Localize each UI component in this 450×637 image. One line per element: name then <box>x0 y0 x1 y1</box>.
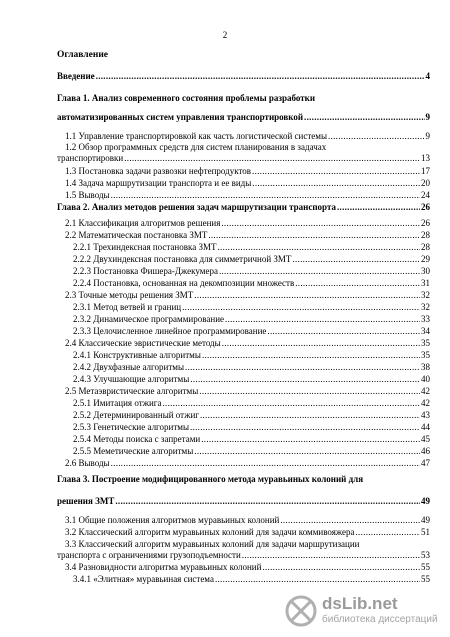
toc-entry-label: 2.5.4 Методы поиска с запретами <box>73 434 201 444</box>
toc-title: Оглавление <box>57 50 109 60</box>
toc-entry-page: 53 <box>421 550 430 560</box>
toc-dot-leader <box>96 70 425 82</box>
toc-dot-leader <box>190 373 420 385</box>
toc-entry-label: 1.1 Управление транспортировкой как часть логистической системы <box>65 131 328 141</box>
toc-dot-leader <box>111 457 420 469</box>
toc-entry-label: 3.4 Разновидности алгоритма муравьиных колоний <box>65 562 262 572</box>
toc-dot-leader <box>208 229 420 241</box>
toc-entry <box>65 229 430 241</box>
toc-dot-leader <box>199 385 420 397</box>
toc-entry-page: 38 <box>421 362 430 372</box>
toc-entry <box>65 177 430 189</box>
toc-entry-page: 35 <box>421 350 430 360</box>
watermark <box>284 594 442 630</box>
toc-entry-label: 2.5 Метаэвристические алгоритмы <box>65 386 199 396</box>
toc-entry-label: 2.3.2 Динамическое программирование <box>73 314 225 324</box>
toc-entry <box>65 457 430 469</box>
watermark-name: dsLib.net <box>322 594 398 613</box>
toc-entry <box>65 217 430 229</box>
toc-dot-leader <box>202 349 420 361</box>
toc-entry-page: 20 <box>421 178 430 188</box>
toc-dot-leader <box>162 397 420 409</box>
toc-dot-leader <box>215 573 420 585</box>
toc-entry-page: 32 <box>421 290 430 300</box>
toc-entry-label: 2.3.1 Метод ветвей и границ <box>73 302 182 312</box>
toc-dot-leader <box>337 201 420 213</box>
toc-entry <box>73 301 430 313</box>
toc-entry <box>73 349 430 361</box>
toc-dot-leader <box>115 495 420 507</box>
toc-entry-label: 2.5.3 Генетические алгоритмы <box>73 422 190 432</box>
toc-dot-leader <box>194 445 420 457</box>
toc-entry-page: 13 <box>421 153 430 163</box>
toc-dot-leader <box>328 130 424 142</box>
toc-entry-label: 2.2.4 Постановка, основанная на декомпозиции множеств <box>73 278 295 288</box>
toc-entry <box>65 289 430 301</box>
toc-entry-label: 2.4.2 Двухфазные алгоритмы <box>73 362 185 372</box>
toc-entry <box>73 573 430 585</box>
toc-entry <box>65 385 430 397</box>
toc-entry-page: 47 <box>421 458 430 468</box>
toc-entry <box>73 241 430 253</box>
toc-entry-page: 42 <box>421 398 430 408</box>
toc-entry <box>73 421 430 433</box>
toc-entry-label: 2.4.1 Конструктивные алгоритмы <box>73 350 201 360</box>
toc-entry-label: 2.5.1 Имитация отжига <box>73 398 162 408</box>
toc-dot-leader <box>252 177 420 189</box>
toc-entry-page: 29 <box>421 254 430 264</box>
toc-dot-leader <box>252 165 420 177</box>
toc-entry-label: 2.5.5 Меметические алгоритмы <box>73 446 194 456</box>
toc-entry-label: 3.1 Общие положения алгоритмов муравьиных колоний <box>65 515 280 525</box>
toc-entry <box>57 495 430 507</box>
toc-entry-page: 24 <box>421 190 430 200</box>
toc-entry-label: 3.2 Классический алгоритм муравьиных колоний для задачи коммивояжера <box>65 527 355 537</box>
toc-entry-label: 2.2 Математическая постановка ЗМТ <box>65 230 208 240</box>
toc-entry-label: 2.5.2 Детерминированный отжиг <box>73 410 199 420</box>
toc-entry <box>73 277 430 289</box>
toc-entry-label: 1.4 Задача маршрутизации транспорта и ее виды <box>65 178 252 188</box>
toc-entry-line: Глава 1. Анализ современного состояния проблемы разработки <box>57 93 316 103</box>
toc-dot-leader <box>219 265 420 277</box>
toc-entry <box>57 549 430 561</box>
toc-entry-page: 30 <box>421 266 430 276</box>
toc-dot-leader <box>200 409 420 421</box>
toc-entry-page: 28 <box>421 242 430 252</box>
toc-entry-label: 2.2.3 Постановка Фишера-Джекумера <box>73 266 218 276</box>
toc-entry-page: 51 <box>421 527 430 537</box>
toc-entry-label: Глава 2. Анализ методов решения задач маршрутизации транспорта <box>57 202 336 212</box>
toc-entry <box>57 70 430 82</box>
toc-entry-page: 33 <box>421 314 430 324</box>
toc-entry-page: 44 <box>421 422 430 432</box>
crossed-circle-logo-icon <box>284 594 318 628</box>
toc-entry <box>73 253 430 265</box>
toc-entry-label: 2.2.1 Трехиндексная постановка ЗМТ <box>73 242 217 252</box>
toc-dot-leader <box>267 325 420 337</box>
toc-entry <box>65 514 430 526</box>
toc-entry <box>73 397 430 409</box>
toc-entry <box>73 445 430 457</box>
toc-entry-page: 40 <box>421 374 430 384</box>
toc-entry <box>65 526 430 538</box>
toc-entry-page: 9 <box>425 112 430 122</box>
toc-dot-leader <box>356 526 421 538</box>
page-number: 2 <box>222 30 228 40</box>
toc-dot-leader <box>190 421 420 433</box>
toc-entry-label: 2.4.3 Улучшающие алгоритмы <box>73 374 190 384</box>
toc-dot-leader <box>124 152 420 164</box>
toc-entry <box>73 433 430 445</box>
toc-dot-leader <box>295 277 420 289</box>
toc-entry-label: 2.6 Выводы <box>65 458 110 468</box>
toc-entry-line: 3.3 Классический алгоритм муравьиных колоний для задачи маршрутизации <box>65 539 360 549</box>
toc-entry-page: 45 <box>421 434 430 444</box>
toc-dot-leader <box>194 289 420 301</box>
toc-entry-page: 9 <box>425 131 430 141</box>
toc-entry <box>73 313 430 325</box>
toc-dot-leader <box>280 514 420 526</box>
toc-entry-label: 2.3.3 Целочисленное линейное программирование <box>73 326 267 336</box>
toc-dot-leader <box>222 337 420 349</box>
toc-entry <box>65 337 430 349</box>
toc-entry-label: транспортировки <box>57 153 124 163</box>
toc-entry <box>73 373 430 385</box>
toc-dot-leader <box>217 241 420 253</box>
watermark-tagline: библиотека диссертаций <box>322 614 438 625</box>
toc-dot-leader <box>262 561 420 573</box>
toc-entry-page: 28 <box>421 230 430 240</box>
toc-entry-page: 17 <box>421 166 430 176</box>
toc-entry-page: 55 <box>421 562 430 572</box>
toc-entry <box>65 165 430 177</box>
toc-entry-label: 1.3 Постановка задачи развозки нефтепродуктов <box>65 166 252 176</box>
toc-dot-leader <box>292 253 420 265</box>
toc-entry-label: 2.2.2 Двухиндексная постановка для симметричной ЗМТ <box>73 254 292 264</box>
toc-entry-label: транспорта с ограничениями грузоподъемности <box>57 550 241 560</box>
toc-dot-leader <box>185 361 420 373</box>
toc-entry <box>73 325 430 337</box>
toc-dot-leader <box>225 313 420 325</box>
toc-entry-label: 3.4.1 «Элитная» муравьиная система <box>73 574 214 584</box>
toc-entry-page: 49 <box>421 515 430 525</box>
toc-entry-label: автоматизированных систем управления транспортировкой <box>57 112 304 122</box>
toc-entry <box>73 361 430 373</box>
toc-entry-page: 43 <box>421 410 430 420</box>
toc-entry-label: 2.1 Классификация алгоритмов решения <box>65 218 221 228</box>
toc-entry <box>57 201 430 213</box>
toc-entry-label: решения ЗМТ <box>57 496 115 506</box>
toc-entry-page: 31 <box>421 278 430 288</box>
toc-entry <box>57 152 430 164</box>
toc-entry-line: Глава 3. Построение модифицированного метода муравьиных колоний для <box>57 474 364 484</box>
toc-entry-label: 1.5 Выводы <box>65 190 110 200</box>
toc-entry-label: 2.3 Точные методы решения ЗМТ <box>65 290 194 300</box>
toc-entry-label: 2.4 Классические эвристические методы <box>65 338 221 348</box>
toc-dot-leader <box>111 189 420 201</box>
toc-entry-page: 4 <box>425 71 430 81</box>
toc-entry-page: 34 <box>421 326 430 336</box>
toc-entry-page: 55 <box>421 574 430 584</box>
toc-entry <box>57 111 430 123</box>
toc-dot-leader <box>221 217 420 229</box>
toc-dot-leader <box>182 301 420 313</box>
toc-entry-page: 49 <box>421 496 430 506</box>
toc-entry <box>73 265 430 277</box>
toc-entry <box>65 561 430 573</box>
toc-entry-page: 26 <box>421 202 430 212</box>
toc-entry-page: 46 <box>421 446 430 456</box>
toc-entry-page: 35 <box>421 338 430 348</box>
toc-entry-page: 26 <box>421 218 430 228</box>
toc-dot-leader <box>304 111 424 123</box>
toc-entry-page: 32 <box>421 302 430 312</box>
toc-entry-label: Введение <box>57 71 95 81</box>
toc-entry <box>65 189 430 201</box>
toc-entry-line: 1.2 Обзор программных средств для систем планирования в задачах <box>65 142 327 152</box>
toc-entry-page: 42 <box>421 386 430 396</box>
toc-dot-leader <box>242 549 420 561</box>
toc-dot-leader <box>201 433 420 445</box>
toc-entry <box>73 409 430 421</box>
